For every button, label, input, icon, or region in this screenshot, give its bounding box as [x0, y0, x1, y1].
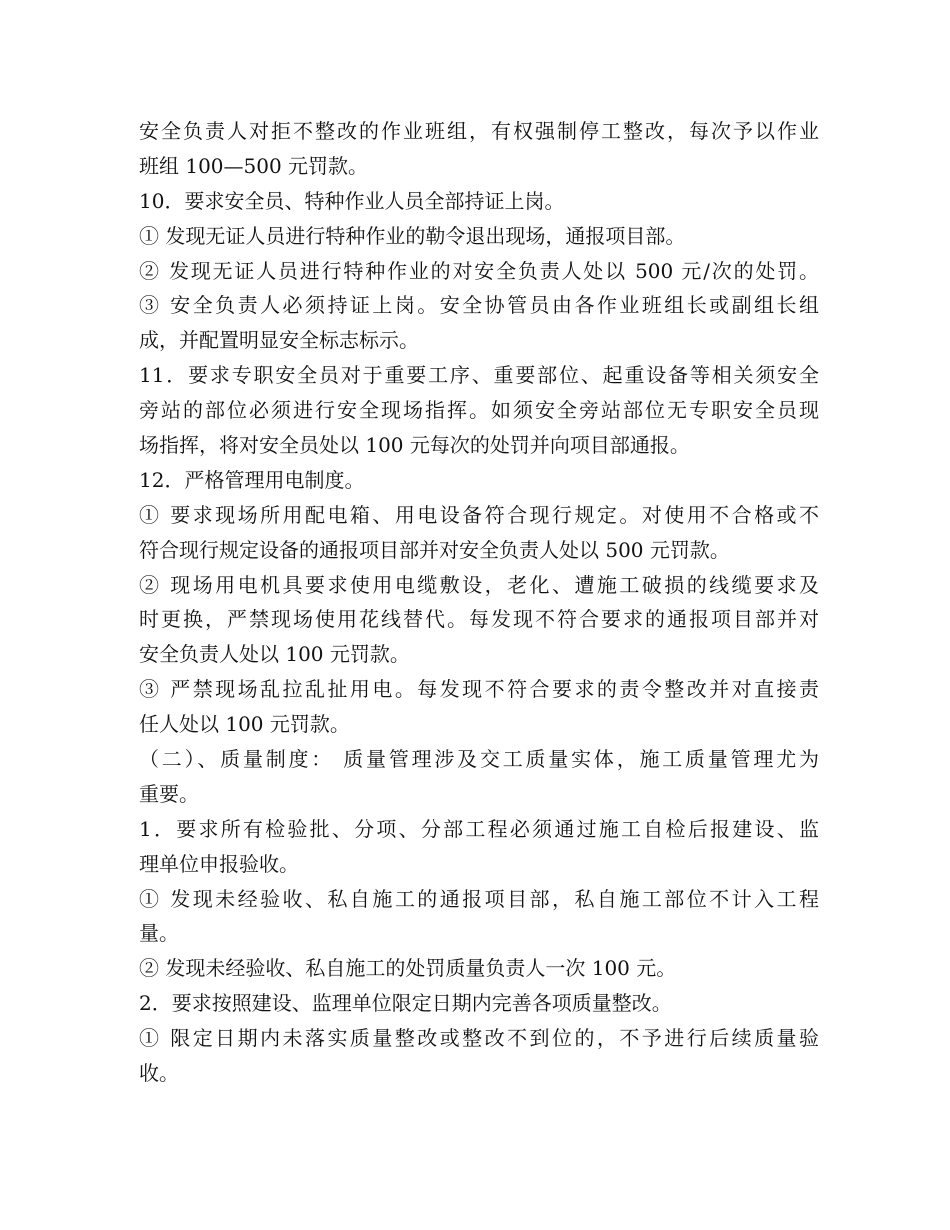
text-line: 12．严格管理用电制度。 — [139, 467, 365, 492]
text-line: 安全负责人对拒不整改的作业班组，有权强制停工整改，每次予以作业 — [139, 119, 819, 143]
text-line: ② 发现未经验收、私自施工的处罚质量负责人一次 100 元。 — [139, 956, 677, 981]
text-line: 11．要求专职安全员对于重要工序、重要部位、起重设备等相关须安全 — [139, 363, 819, 388]
text-line: ③ 安全负责人必须持证上岗。安全协管员由各作业班组长或副组长组 — [139, 293, 819, 318]
text-line: ① 要求现场所用配电箱、用电设备符合现行规定。对使用不合格或不 — [139, 502, 819, 527]
text-line: 时更换，严禁现场使用花线替代。每发现不符合要求的通报项目部并对 — [139, 607, 819, 632]
text-line: 旁站的部位必须进行安全现场指挥。如须安全旁站部位无专职安全员现 — [139, 398, 819, 423]
text-line: 安全负责人处以 100 元罚款。 — [139, 642, 410, 667]
text-line: ① 发现未经验收、私自施工的通报项目部，私自施工部位不计入工程 — [139, 886, 819, 911]
text-line: （二）、质量制度： 质量管理涉及交工质量实体，施工质量管理尤为 — [139, 747, 819, 772]
text-line: 场指挥，将对安全员处以 100 元每次的处罚并向项目部通报。 — [139, 433, 690, 458]
document-page — [139, 114, 819, 1091]
text-line: 任人处以 100 元罚款。 — [139, 712, 350, 737]
text-line: 班组 100—500 元罚款。 — [139, 153, 369, 178]
text-line: 成，并配置明显安全标志标示。 — [139, 328, 419, 353]
text-line: 10．要求安全员、特种作业人员全部持证上岗。 — [139, 188, 565, 213]
text-line: ① 发现无证人员进行特种作业的勒令退出现场，通报项目部。 — [139, 223, 686, 248]
text-line: 2．要求按照建设、监理单位限定日期内完善各项质量整改。 — [139, 991, 672, 1016]
text-line: ② 现场用电机具要求使用电缆敷设，老化、遭施工破损的线缆要求及 — [139, 572, 819, 597]
text-line: ③ 严禁现场乱拉乱扯用电。每发现不符合要求的责令整改并对直接责 — [139, 677, 819, 702]
text-line: 量。 — [139, 921, 179, 946]
text-line: 重要。 — [139, 781, 199, 806]
text-line: 符合现行规定设备的通报项目部并对安全负责人处以 500 元罚款。 — [139, 537, 730, 562]
text-line: 收。 — [139, 1061, 179, 1086]
text-line: 理单位申报验收。 — [139, 851, 299, 876]
text-line: 1．要求所有检验批、分项、分部工程必须通过施工自检后报建设、监 — [139, 816, 819, 841]
text-line: ② 发现无证人员进行特种作业的对安全负责人处以 500 元/次的处罚。 — [139, 258, 819, 283]
text-line: ① 限定日期内未落实质量整改或整改不到位的，不予进行后续质量验 — [139, 1026, 819, 1051]
